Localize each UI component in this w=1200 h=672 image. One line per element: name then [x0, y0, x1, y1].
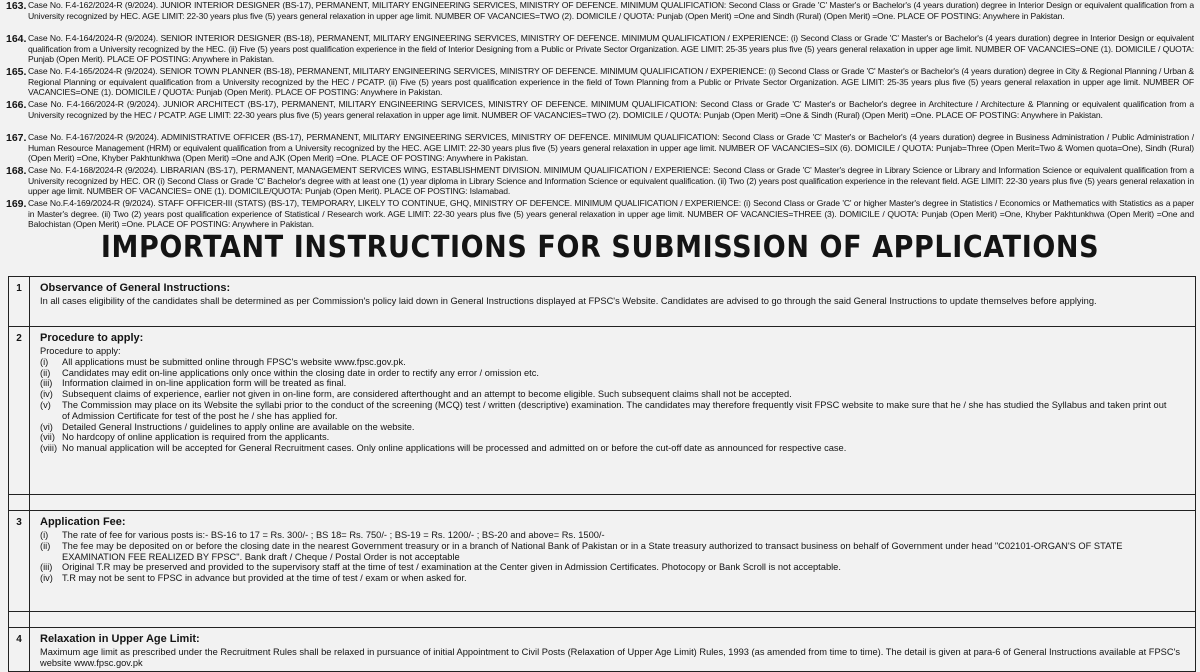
item-text: All applications must be submitted online through FPSC's website www.fpsc.gov.pk.: [62, 356, 406, 367]
case-number: 163.: [6, 0, 27, 12]
list-item: [40, 562, 1187, 573]
item-text: The fee may be deposited on or before the closing date in the nearest Government treasury or in a branch of National Bank of Pakistan or in a State treasury authorized to transact business on behalf of Government under head "C02101-ORGAN'S OF STATE EXAMINATION FEE REALIZED BY FPSC". Bank draft / Cheque / Postal Order is not acceptable: [62, 540, 1123, 562]
item-numeral: (viii): [40, 443, 58, 454]
case-number: 169.: [6, 198, 27, 210]
item-text: No hardcopy of online application is required from the applicants.: [62, 432, 330, 443]
section-intro-procedure: Procedure to apply:: [40, 346, 121, 356]
section-title-procedure: Procedure to apply:: [40, 332, 144, 344]
item-numeral: [40, 411, 62, 422]
list-item: [40, 357, 1187, 368]
case-entry: [6, 198, 1194, 231]
case-entry: [6, 165, 1194, 198]
list-item: [40, 443, 1187, 454]
case-description: Case No. F.4-166/2024-R (9/2024). JUNIOR ARCHITECT (BS-17), PERMANENT, MILITARY ENGINEERING SERVICES, MINISTRY OF DEFENCE. MINIMUM QUALIFICATION: Second Class or Grade 'C' Master's or Bachelor's degree in Architecture / Architecture & Planning or equivalent qualification from a University recognized by the HEC / PCATP. AGE LIMIT: 22-30 years plus five (5) years general relaxation in upper age limit. NUMBER OF VACANCIES=TWO (2). DOMICILE / QUOTA: Punjab (Open Merit) =One & Sindh (Rural) (Open Merit) =One. PLACE OF POSTING: Anywhere in Pakistan.: [28, 99, 1194, 120]
row-number: 3: [9, 511, 30, 612]
item-text: T.R may not be sent to FPSC in advance but provided at the time of test / exam or when asked for.: [62, 573, 467, 584]
item-text: of Admission Certificate for test of the post he / she has applied for.: [62, 410, 338, 421]
item-numeral: (iv): [40, 389, 53, 400]
case-entry: [6, 66, 1194, 99]
item-text: The rate of fee for various posts is:- BS-16 to 17 = Rs. 300/- ; BS 18= Rs. 750/- ; BS-19 = Rs. 1200/- ; BS-20 and above= Rs. 1500/-: [62, 530, 605, 540]
item-numeral: (ii): [40, 540, 51, 551]
item-text: Information claimed in on-line application form will be treated as final.: [62, 378, 347, 389]
list-item: [40, 378, 1187, 389]
row-spacer: [9, 495, 1196, 511]
section-text-age: Maximum age limit as prescribed under the Recruitment Rules shall be relaxed in pursuance of initial Appointment to Civil Posts (Relaxation of Upper Age Limit) Rules, 1993 (as amended from time to time). The detail is given at para-6 of General Instructions available at FPSC's website www.fpsc.gov.pk: [40, 647, 1180, 668]
case-entry: [6, 132, 1194, 165]
section-title-fee: Application Fee:: [40, 516, 126, 528]
list-item: [40, 400, 1187, 411]
list-item: [40, 411, 1187, 422]
case-number: 168.: [6, 165, 27, 177]
item-text: The Commission may place on its Website the syllabi prior to the conduct of the screening (MCQ) test / written (descriptive) examination. The candidates may therefore frequently visit FPSC website to make sure that he / she has studied the Syllabus and taken print out: [62, 399, 1167, 410]
item-numeral: (ii): [40, 367, 51, 378]
case-number: 165.: [6, 66, 27, 78]
row-spacer: [9, 612, 1196, 628]
case-description: Case No.F.4-169/2024-R (9/2024). STAFF OFFICER-III (STATS) (BS-17), TEMPORARY, LIKELY TO CONTINUE, GHQ, MINISTRY OF DEFENCE. MINIMUM QUALIFICATION / EXPERIENCE: (i) Second Class or Grade 'C' or higher Master's degree in Statistics / Economics or Mathematics with Statistics as a paper in Master's degree. (ii) Two (2) years post qualification experience of Statistical / Research work. AGE LIMIT: 22-30 years plus five (5) years general relaxation in upper age limit. NUMBER OF VACANCIES=THREE (3). DOMICILE / QUOTA: Punjab (Open Merit) =One, Khyber Pakhtunkhwa (Open Merit) =One and Balochistan (Open Merit) =One. PLACE OF POSTING: Anywhere in Pakistan.: [28, 198, 1194, 229]
item-numeral: (i): [40, 356, 49, 367]
case-number: 167.: [6, 132, 27, 144]
item-text: Subsequent claims of experience, earlier not given in on-line form, are considered afterthought and an attempt to become eligible. Such subsequent claims shall not be accepted.: [62, 389, 792, 400]
instructions-table: [8, 276, 1196, 672]
list-item: [40, 368, 1187, 379]
case-entry: [6, 33, 1194, 66]
item-text: Candidates may edit on-line applications only once within the closing date in order to rectify any error / omission etc.: [62, 367, 539, 378]
instruction-row-general: [9, 277, 1196, 327]
case-description: Case No. F.4-167/2024-R (9/2024). ADMINISTRATIVE OFFICER (BS-17), PERMANENT, MILITARY ENGINEERING SERVICES, MINISTRY OF DEFENCE. MINIMUM QUALIFICATION: Second Class or Grade 'C' Master's or Bachelor's (4 years duration) degree in Business Administration / Public Administration / Human Resource Management (HRM) or equivalent qualification from a University recognized by the HEC. AGE LIMIT: 22-30 years plus five (5) years general relaxation in upper age limit. NUMBER OF VACANCIES=SIX (6). DOMICILE / QUOTA: Punjab=Three (Open Merit=Two & Women quota=One), Sindh (Rural) (Open Merit) =One, Khyber Pakhtunkhwa (Open Merit) =One and AJK (Open Merit) =One. PLACE OF POSTING: Anywhere in Pakistan.: [28, 132, 1194, 163]
case-entry: [6, 99, 1194, 132]
procedure-list: [40, 357, 1187, 454]
list-item: [40, 432, 1187, 443]
list-item: [40, 573, 1187, 584]
item-numeral: (iii): [40, 562, 53, 573]
item-text: No manual application will be accepted for General Recruitment cases. Only online applications will be processed and admitted on or before the cut-off date as announced for respective case.: [62, 443, 847, 454]
row-number: 4: [9, 628, 30, 672]
section-title-age: Relaxation in Upper Age Limit:: [40, 633, 200, 645]
case-description: Case No. F.4-165/2024-R (9/2024). SENIOR TOWN PLANNER (BS-18), PERMANENT, MILITARY ENGINEERING SERVICES, MINISTRY OF DEFENCE. MINIMUM QUALIFICATION / EXPERIENCE: (i) Second Class or Grade 'C' Master's or Bachelor's (4 years duration) degree in City & Regional Planning / Urban & Regional Planning or equivalent qualification from a University recognized by the HEC / PCATP. (ii) Five (5) years post qualification experience in the field of Town Planning from a Public or Private Sector Organization. AGE LIMIT: 25-35 years plus five (5) years general relaxation in upper age limit. NUMBER OF VACANCIES=ONE (1). DOMICILE / QUOTA: Punjab (Open Merit). PLACE OF POSTING: Anywhere in Pakistan.: [28, 66, 1194, 97]
instruction-row-age: [9, 628, 1196, 672]
row-number: 2: [9, 327, 30, 495]
list-item: [40, 389, 1187, 400]
case-entry: [6, 0, 1194, 33]
item-numeral: (iv): [40, 573, 53, 584]
case-description: Case No. F.4-162/2024-R (9/2024). JUNIOR INTERIOR DESIGNER (BS-17), PERMANENT, MILITARY ENGINEERING SERVICES, MINISTRY OF DEFENCE. MINIMUM QUALIFICATION: Second Class or Grade 'C' Master's or Bachelor's (4 years duration) degree in Interior Design or equivalent qualification from a University recognized by HEC. AGE LIMIT: 22-30 years plus five (5) years general relaxation in upper age limit. NUMBER OF VACANCIES=TWO (2). DOMICILE / QUOTA: Punjab (Open Merit) =One and Sindh (Rural) (Open Merit) =One. PLACE OF POSTING: Anywhere in Pakistan.: [28, 0, 1194, 21]
instruction-row-fee: [9, 511, 1196, 612]
row-number: 1: [9, 277, 30, 327]
list-item: [40, 530, 1187, 541]
section-title-general: Observance of General Instructions:: [40, 282, 231, 294]
item-text: Original T.R may be preserved and provided to the supervisory staff at the time of test / examination at the Center given in Admission Certificates. Photocopy or Bank Scroll is not acceptable.: [62, 562, 841, 573]
case-list: [6, 0, 1194, 231]
item-numeral: (i): [40, 530, 49, 540]
item-text: Detailed General Instructions / guidelines to apply online are available on the website.: [62, 421, 415, 432]
instruction-row-procedure: [9, 327, 1196, 495]
case-description: Case No. F.4-168/2024-R (9/2024). LIBRARIAN (BS-17), PERMANENT, MANAGEMENT SERVICES WING, ESTABLISHMENT DIVISION. MINIMUM QUALIFICATION / EXPERIENCE: Second Class or Grade 'C' Master's degree in Library Science or Library and Information Science or equivalent qualification from a University recognized by HEC. OR (i) Second Class or Grade 'C' Bachelor's degree with at least one (1) year diploma in Library Science and Information Science or equivalent qualification. (ii) Two (2) years post qualification experience in the relevant field. AGE LIMIT: 22-30 years plus five (5) years general relaxation in upper age limit. NUMBER OF VACANCIES= ONE (1). DOMICILE/QUOTA: Punjab (Open Merit). PLACE OF POSTING: Islamabad.: [28, 165, 1194, 196]
item-numeral: (iii): [40, 378, 53, 389]
instructions-headline: IMPORTANT INSTRUCTIONS FOR SUBMISSION OF APPLICATIONS: [100, 230, 1100, 265]
item-numeral: (vi): [40, 421, 53, 432]
fee-list: [40, 530, 1187, 584]
section-text-general: In all cases eligibility of the candidates shall be determined as per Commission's policy laid down in General Instructions displayed at FPSC's Website. Candidates are advised to go through the said General Instructions to update themselves before applying.: [40, 296, 1097, 306]
list-item: [40, 541, 1187, 563]
case-number: 164.: [6, 33, 27, 45]
case-description: Case No. F.4-164/2024-R (9/2024). SENIOR INTERIOR DESIGNER (BS-18), PERMANENT, MILITARY ENGINEERING SERVICES, MINISTRY OF DEFENCE. MINIMUM QUALIFICATION / EXPERIENCE: (i) Second Class or Grade 'C' Master's or Bachelor's (4 years duration) degree in Interior Design or equivalent qualification from a University recognized by the HEC. (ii) Five (5) years post qualification experience in the field of Interior Designing from a Public or Private Sector Organization. AGE LIMIT: 25-35 years plus five (5) years general relaxation in upper age limit. NUMBER OF VACANCIES=ONE (1). DOMICILE / QUOTA: Punjab (Open Merit). PLACE OF POSTING: Anywhere in Pakistan.: [28, 33, 1194, 64]
item-numeral: (v): [40, 399, 51, 410]
list-item: [40, 422, 1187, 433]
item-numeral: (vii): [40, 432, 55, 443]
case-number: 166.: [6, 99, 27, 111]
